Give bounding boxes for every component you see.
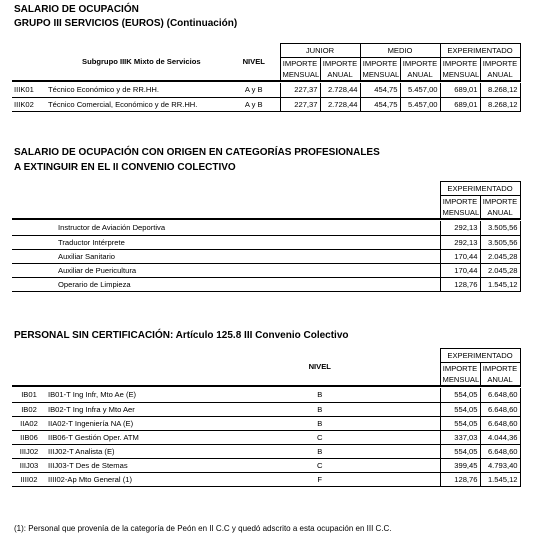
- table-row: [12, 458, 520, 472]
- table-row: [12, 416, 520, 430]
- row-nivel: B: [200, 444, 440, 458]
- subheader-importe: IMPORTE: [280, 58, 320, 70]
- subheader-importe: IMPORTE: [400, 58, 440, 70]
- row-nivel: C: [200, 458, 440, 472]
- row-code: IIIK01: [12, 83, 46, 97]
- row-nivel: B: [200, 402, 440, 416]
- section1-title: SALARIO DE OCUPACIÓN: [14, 4, 139, 15]
- experimentado-anual: 3.505,56: [480, 221, 520, 235]
- row-code: IIIK02: [12, 97, 46, 111]
- subheader-anual: ANUAL: [320, 69, 360, 81]
- table-row: [12, 444, 520, 458]
- experimentado-mensual: 689,01: [440, 83, 480, 97]
- subheader-mensual: MENSUAL: [360, 69, 400, 81]
- row-code: IIB06: [12, 430, 46, 444]
- experimentado-anual: 6.648,60: [480, 402, 520, 416]
- experimentado-mensual: 170,44: [440, 249, 480, 263]
- table-personal-sin-certificacion: [12, 348, 521, 487]
- subheader-anual: ANUAL: [480, 207, 520, 219]
- group-header-junior: JUNIOR: [280, 44, 360, 58]
- row-name: IB02-T Ing Infra y Mto Aer: [46, 402, 200, 416]
- nivel-header: NIVEL: [242, 57, 265, 67]
- subheader-importe: IMPORTE: [480, 196, 520, 208]
- subheader-importe: IMPORTE: [360, 58, 400, 70]
- section2-title: SALARIO DE OCUPACIÓN CON ORIGEN EN CATEGORÍAS PROFESIONALES: [14, 147, 380, 158]
- row-nivel: B: [200, 388, 440, 402]
- table-row: [12, 221, 520, 235]
- medio-anual: 5.457,00: [400, 97, 440, 111]
- row-name: IIII02-Ap Mto General (1): [46, 472, 200, 486]
- experimentado-mensual: 554,05: [440, 388, 480, 402]
- table-row: [12, 235, 520, 249]
- row-name: IIIJ03-T Des de Stemas: [46, 458, 200, 472]
- experimentado-anual: 4.793,40: [480, 458, 520, 472]
- experimentado-mensual: 399,45: [440, 458, 480, 472]
- group-header-experimentado: EXPERIMENTADO: [440, 44, 520, 58]
- experimentado-mensual: 689,01: [440, 97, 480, 111]
- row-nivel: C: [200, 430, 440, 444]
- experimentado-anual: 1.545,12: [480, 277, 520, 291]
- experimentado-anual: 4.044,36: [480, 430, 520, 444]
- footnote: (1): Personal que provenía de la categoría de Peón en II C.C y quedó adscrito a esta ocupación en III C.C.: [14, 524, 392, 533]
- row-name: Instructor de Aviación Deportiva: [56, 221, 440, 235]
- experimentado-mensual: 292,13: [440, 221, 480, 235]
- row-name: IIB06-T Gestión Oper. ATM: [46, 430, 200, 444]
- junior-anual: 2.728,44: [320, 97, 360, 111]
- row-name: Auxiliar de Puericultura: [56, 263, 440, 277]
- table-row: [12, 97, 520, 111]
- subheader-importe: IMPORTE: [480, 363, 520, 375]
- experimentado-anual: 8.268,12: [480, 83, 520, 97]
- row-name: IIA02-T Ingeniería NA (E): [46, 416, 200, 430]
- experimentado-mensual: 554,05: [440, 416, 480, 430]
- table-row: [12, 430, 520, 444]
- section1-subtitle: GRUPO III SERVICIOS (EUROS) (Continuación): [14, 18, 238, 29]
- experimentado-anual: 6.648,60: [480, 416, 520, 430]
- group-header-experimentado: EXPERIMENTADO: [440, 349, 520, 363]
- nivel-header: NIVEL: [308, 362, 331, 372]
- section2-subtitle: A EXTINGUIR EN EL II CONVENIO COLECTIVO: [14, 162, 236, 173]
- subheader-anual: ANUAL: [400, 69, 440, 81]
- row-code: IIA02: [12, 416, 46, 430]
- medio-anual: 5.457,00: [400, 83, 440, 97]
- group-header-experimentado: EXPERIMENTADO: [440, 182, 520, 196]
- medio-mensual: 454,75: [360, 97, 400, 111]
- table-categorias-extinguir: [12, 181, 521, 292]
- experimentado-anual: 2.045,28: [480, 263, 520, 277]
- experimentado-anual: 1.545,12: [480, 472, 520, 486]
- table-grupo-iii: [12, 43, 521, 112]
- experimentado-mensual: 170,44: [440, 263, 480, 277]
- table-row: [12, 472, 520, 486]
- row-name: IIIJ02-T Analista (E): [46, 444, 200, 458]
- subheader-mensual: MENSUAL: [440, 207, 480, 219]
- subheader-importe: IMPORTE: [440, 196, 480, 208]
- experimentado-anual: 8.268,12: [480, 97, 520, 111]
- subheader-importe: IMPORTE: [440, 58, 480, 70]
- row-code: IB01: [12, 388, 46, 402]
- junior-mensual: 227,37: [280, 97, 320, 111]
- subgroup-header: Subgrupo IIIK Mixto de Servicios: [82, 57, 201, 67]
- subheader-mensual: MENSUAL: [280, 69, 320, 81]
- table-row: [12, 402, 520, 416]
- experimentado-mensual: 337,03: [440, 430, 480, 444]
- group-header-medio: MEDIO: [360, 44, 440, 58]
- experimentado-mensual: 128,76: [440, 277, 480, 291]
- experimentado-mensual: 128,76: [440, 472, 480, 486]
- experimentado-mensual: 554,05: [440, 444, 480, 458]
- row-nivel: B: [200, 416, 440, 430]
- subheader-mensual: MENSUAL: [440, 69, 480, 81]
- row-name: Técnico Económico y de RR.HH.: [46, 83, 228, 97]
- subheader-mensual: MENSUAL: [440, 374, 480, 386]
- junior-mensual: 227,37: [280, 83, 320, 97]
- table-row: [12, 263, 520, 277]
- subheader-anual: ANUAL: [480, 69, 520, 81]
- junior-anual: 2.728,44: [320, 83, 360, 97]
- medio-mensual: 454,75: [360, 83, 400, 97]
- row-code: IIII02: [12, 472, 46, 486]
- row-nivel: A y B: [228, 83, 280, 97]
- experimentado-anual: 6.648,60: [480, 444, 520, 458]
- subheader-importe: IMPORTE: [440, 363, 480, 375]
- subheader-anual: ANUAL: [480, 374, 520, 386]
- table-row: [12, 277, 520, 291]
- table-row: [12, 388, 520, 402]
- row-name: Traductor Intérprete: [56, 235, 440, 249]
- row-code: IIIJ02: [12, 444, 46, 458]
- experimentado-mensual: 292,13: [440, 235, 480, 249]
- row-nivel: A y B: [228, 97, 280, 111]
- row-code: IB02: [12, 402, 46, 416]
- experimentado-anual: 3.505,56: [480, 235, 520, 249]
- table-row: [12, 249, 520, 263]
- row-name: Auxiliar Sanitario: [56, 249, 440, 263]
- experimentado-anual: 2.045,28: [480, 249, 520, 263]
- row-name: Operario de Limpieza: [56, 277, 440, 291]
- experimentado-mensual: 554,05: [440, 402, 480, 416]
- row-name: Técnico Comercial, Económico y de RR.HH.: [46, 97, 228, 111]
- row-nivel: F: [200, 472, 440, 486]
- experimentado-anual: 6.648,60: [480, 388, 520, 402]
- row-code: IIIJ03: [12, 458, 46, 472]
- section3-title: PERSONAL SIN CERTIFICACIÓN: Artículo 125.8 III Convenio Colectivo: [14, 330, 349, 341]
- row-name: IB01-T Ing Infr, Mto Ae (E): [46, 388, 200, 402]
- table-row: [12, 83, 520, 97]
- subheader-importe: IMPORTE: [480, 58, 520, 70]
- subheader-importe: IMPORTE: [320, 58, 360, 70]
